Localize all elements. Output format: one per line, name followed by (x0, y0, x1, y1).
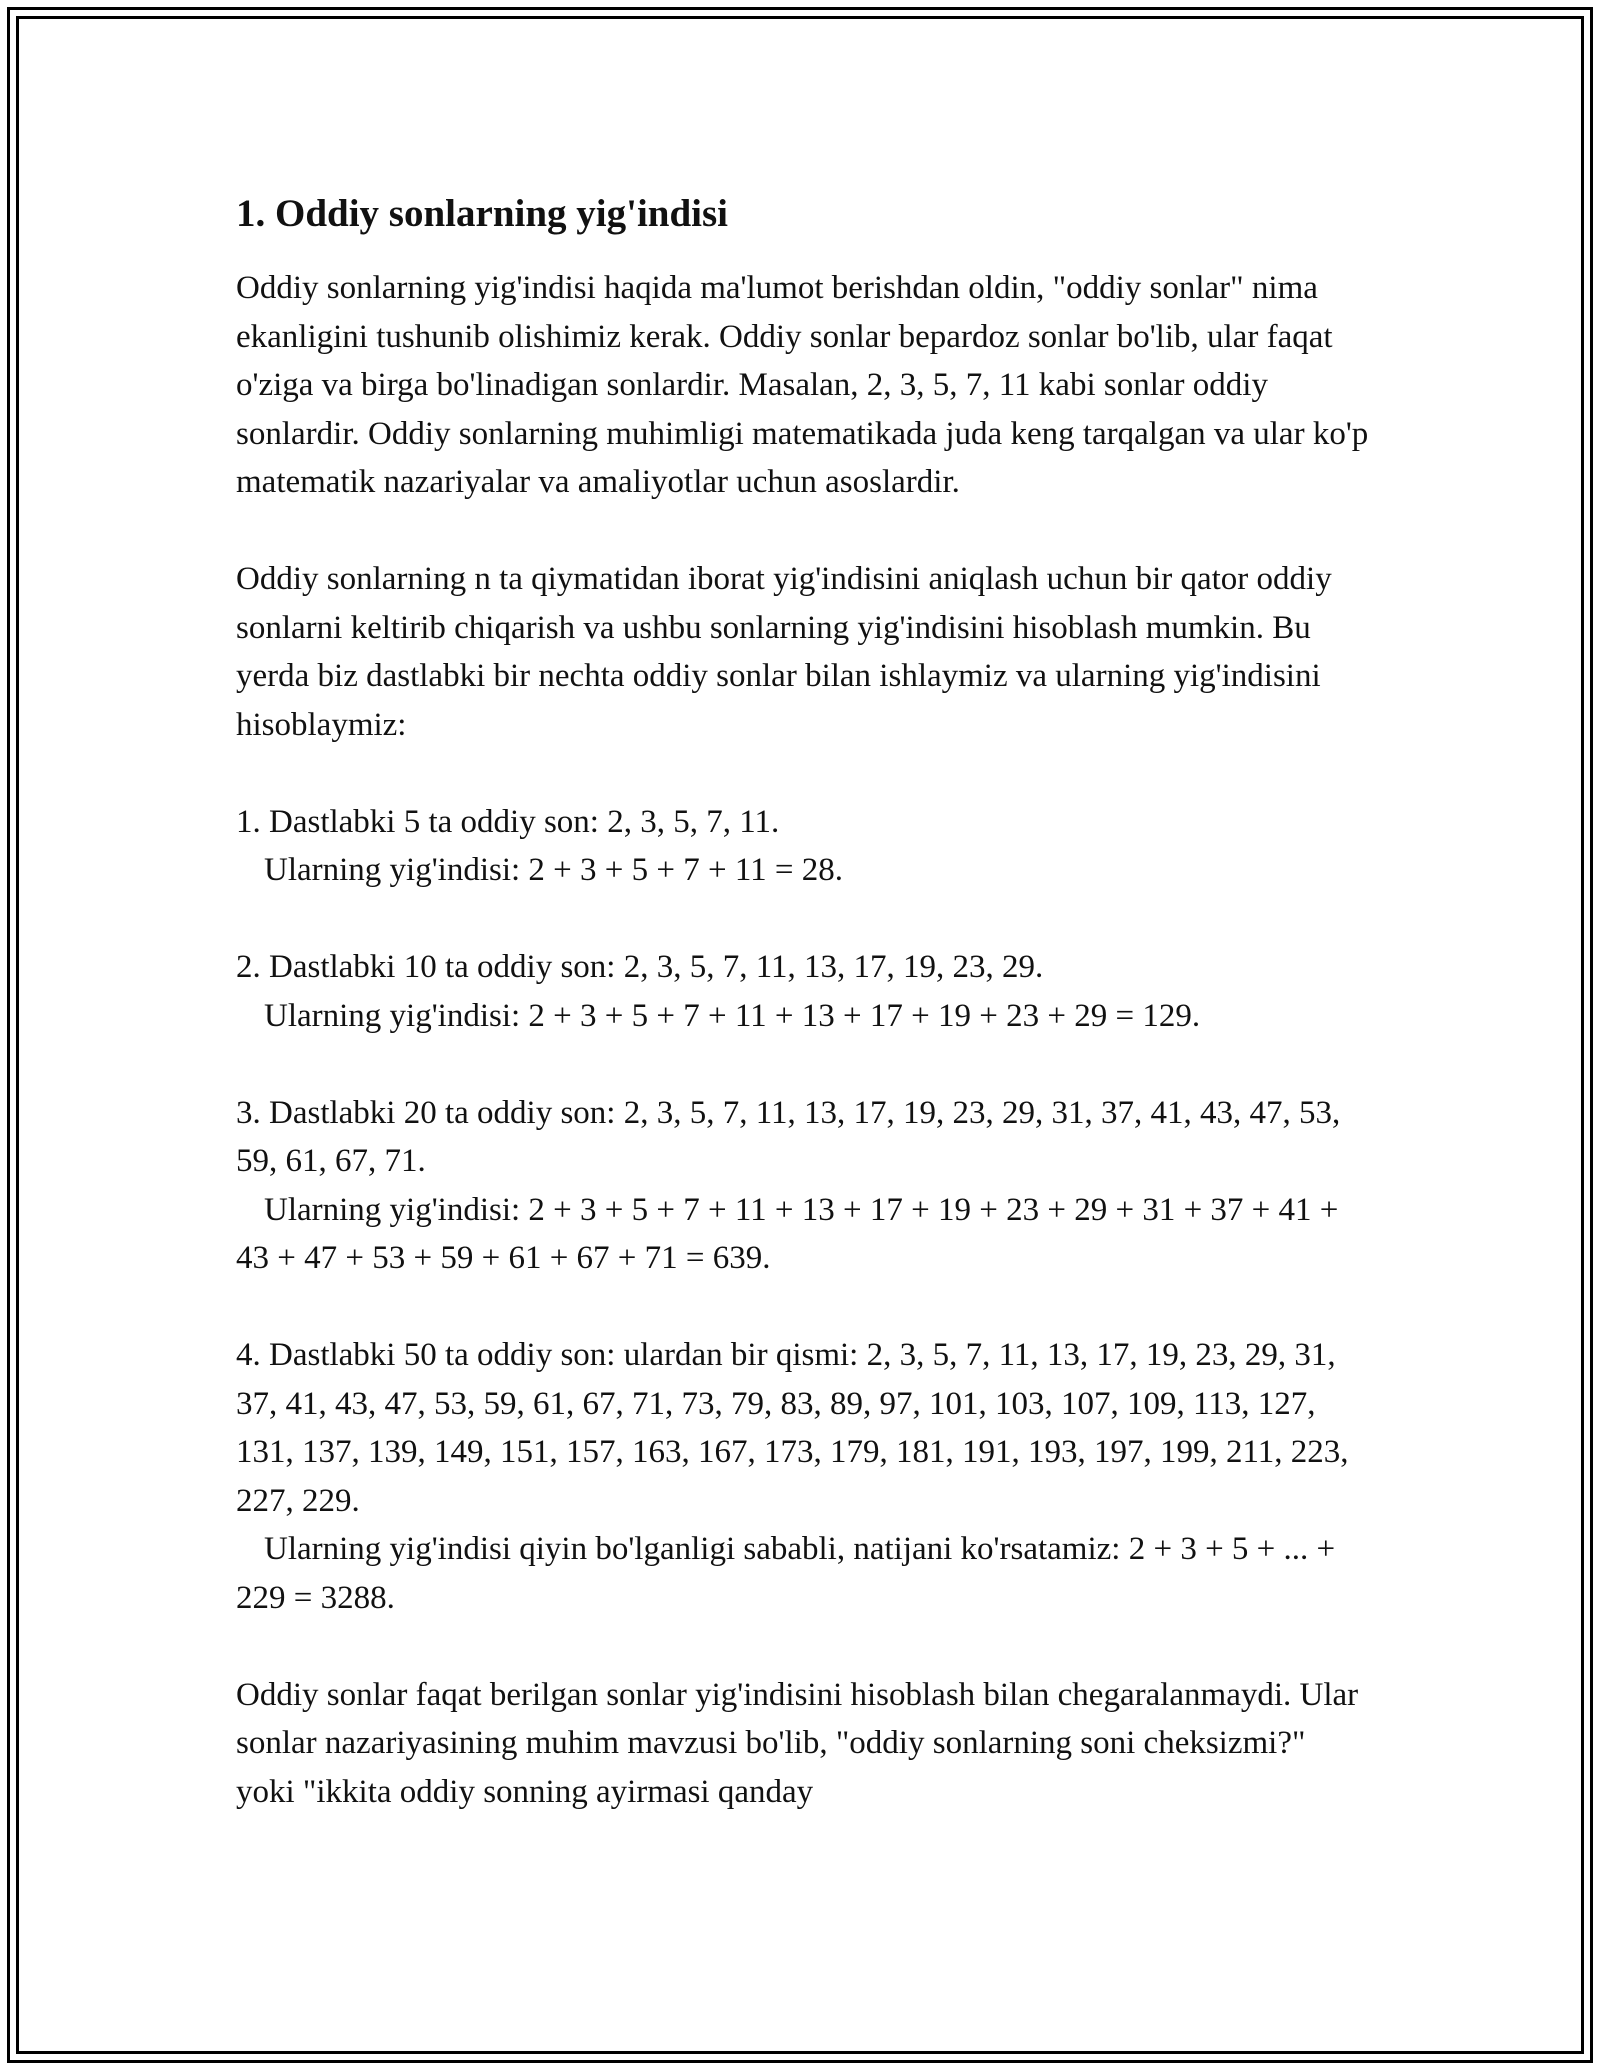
intro-paragraph: Oddiy sonlarning yig'indisi haqida ma'lumot berishdan oldin, "oddiy sonlar" nima ekanligini tushunib olishimiz kerak. Oddiy sonlar bepardoz sonlar bo'lib, ular faqat o'ziga va birga bo'linadigan sonlardir. Masalan, 2, 3, 5, 7, 11 kabi sonlar oddiy sonlardir. Oddiy sonlarning muhimligi matematikada juda keng tarqalgan va ular ko'p matematik nazariyalar va amaliyotlar uchun asoslardir. (236, 270, 1369, 500)
paragraph-spacer (236, 1040, 1370, 1089)
document-body (236, 188, 1370, 1816)
sum-text: Ularning yig'indisi: 2 + 3 + 5 + 7 + 11 = 28. (264, 852, 844, 888)
list-item-2 (236, 943, 1370, 1040)
paragraph-spacer (236, 749, 1370, 798)
list-item-primes: 2. Dastlabki 10 ta oddiy son: 2, 3, 5, 7, 11, 13, 17, 19, 23, 29. (236, 949, 1044, 985)
sum-text: Ularning yig'indisi qiyin bo'lganligi sababli, natijani ko'rsatamiz: 2 + 3 + 5 + ... + 229 = 3288. (236, 1531, 1336, 1616)
list-item-sum (236, 846, 1370, 895)
sum-text: Ularning yig'indisi: 2 + 3 + 5 + 7 + 11 + 13 + 17 + 19 + 23 + 29 + 31 + 37 + 41 + 43 + 47 + 53 + 59 + 61 + 67 + 71 = 639. (236, 1191, 1339, 1276)
section-heading: 1. Oddiy sonlarning yig'indisi (236, 192, 729, 235)
paragraph-spacer (236, 507, 1370, 556)
list-item-primes: 1. Dastlabki 5 ta oddiy son: 2, 3, 5, 7, 11. (236, 803, 780, 840)
list-item-1 (236, 798, 1370, 895)
paragraph-spacer (236, 1622, 1370, 1671)
list-item-sum (236, 1525, 1370, 1622)
paragraph-spacer (236, 895, 1370, 944)
method-paragraph: Oddiy sonlarning n ta qiymatidan iborat yig'indisini aniqlash uchun bir qator oddiy sonlarni keltirib chiqarish va ushbu sonlarning yig'indisini hisoblash mumkin. Bu yerda biz dastlabki bir nechta oddiy sonlar bilan ishlaymiz va ularning yig'indisini hisoblaymiz: (236, 561, 1332, 743)
closing-paragraph: Oddiy sonlar faqat berilgan sonlar yig'indisini hisoblash bilan chegaralanmaydi. Ular sonlar nazariyasining muhim mavzusi bo'lib, "oddiy sonlarning soni cheksizmi?" yoki "ikkita oddiy sonning ayirmasi qanday (236, 1676, 1359, 1810)
list-item-sum (236, 1186, 1370, 1283)
list-item-primes: 3. Dastlabki 20 ta oddiy son: 2, 3, 5, 7, 11, 13, 17, 19, 23, 29, 31, 37, 41, 43, 47, 53, 59, 61, 67, 71. (236, 1094, 1341, 1179)
sum-text: Ularning yig'indisi: 2 + 3 + 5 + 7 + 11 + 13 + 17 + 19 + 23 + 29 = 129. (264, 997, 1201, 1034)
list-item-sum (236, 992, 1370, 1041)
list-item-4 (236, 1331, 1370, 1622)
paragraph-spacer (236, 1283, 1370, 1332)
list-item-3 (236, 1089, 1370, 1283)
list-item-primes: 4. Dastlabki 50 ta oddiy son: ulardan bir qismi: 2, 3, 5, 7, 11, 13, 17, 19, 23, 29, 31, 37, 41, 43, 47, 53, 59, 61, 67, 71, 73, 79, 83, 89, 97, 101, 103, 107, 109, 113, 127, 131, 137, 139, 149, 151, 157, 163, 167, 173, 179, 181, 191, 193, 197, 199, 211, 223, 227, 229. (236, 1337, 1349, 1519)
